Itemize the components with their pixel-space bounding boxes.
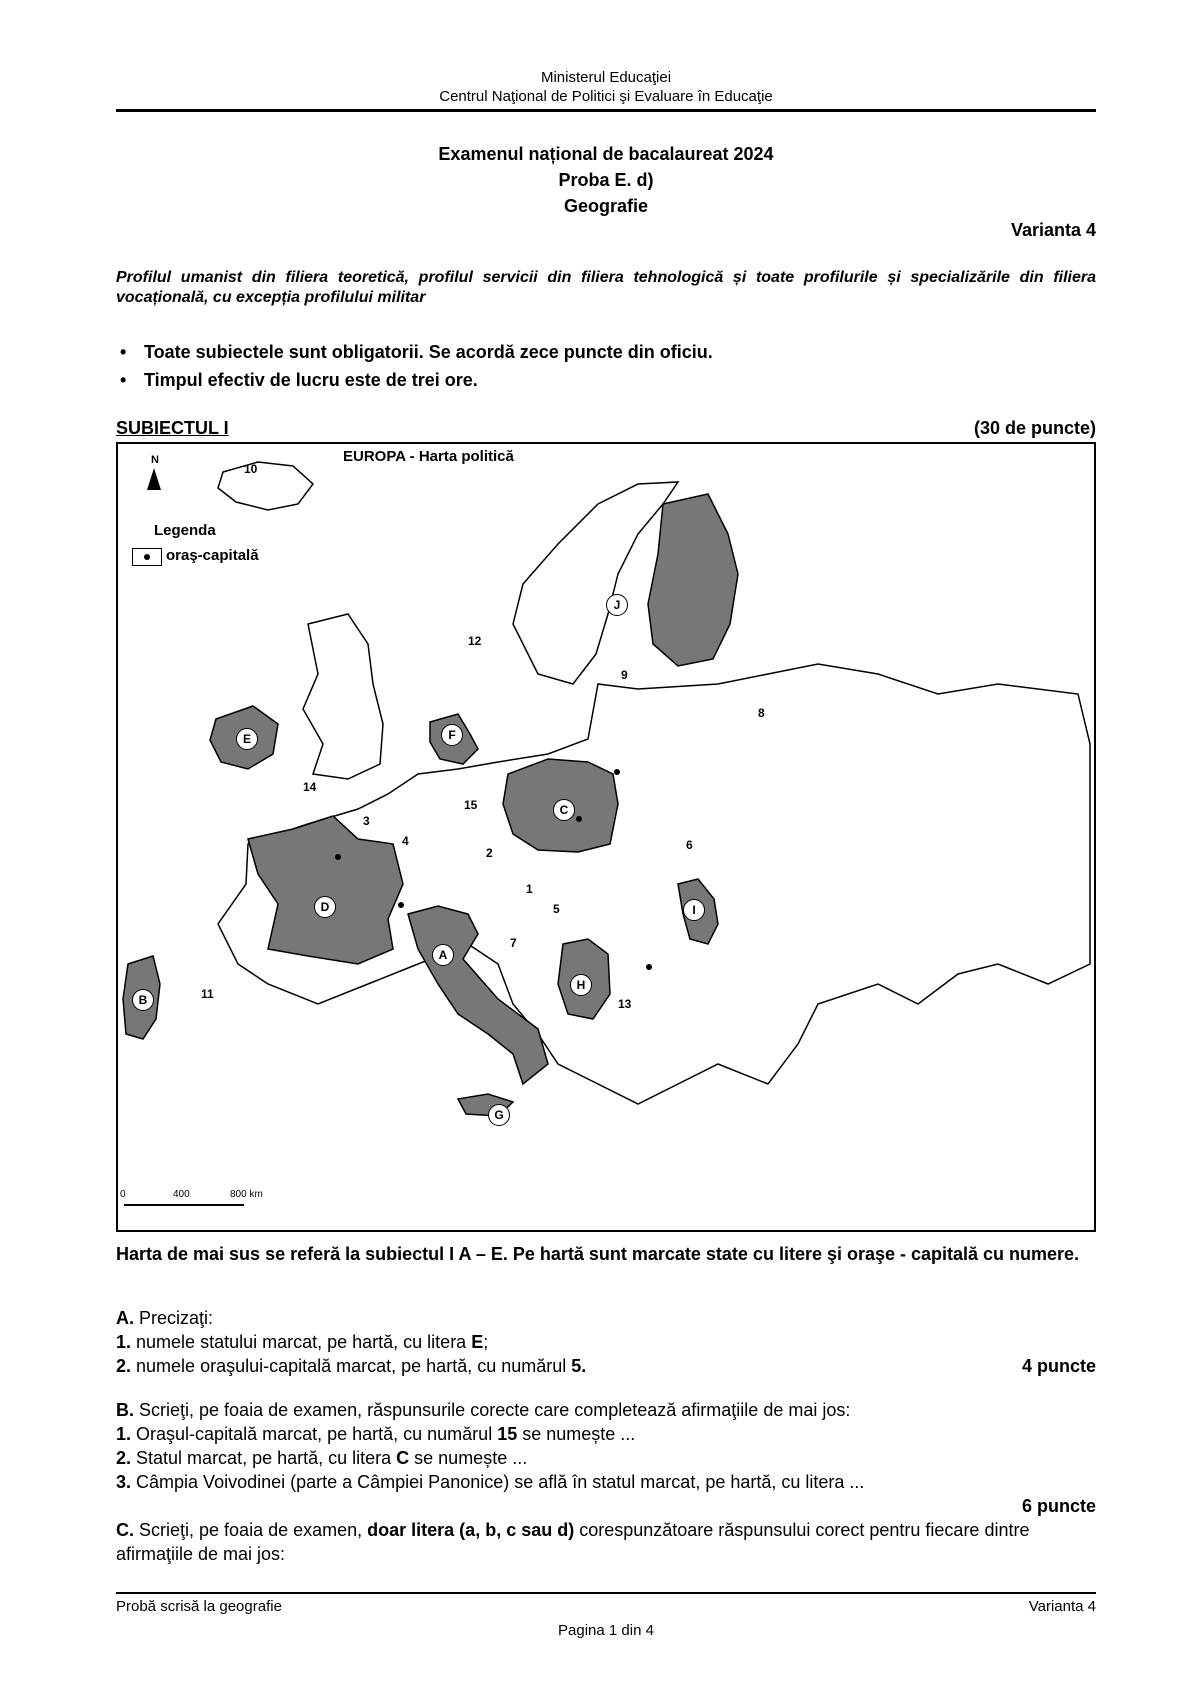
britain-outline [303,614,383,779]
question-a-points: 4 puncte [1021,1356,1096,1376]
question-a-text: Precizaţi: [139,1308,214,1328]
city-label-12: 12 [468,634,482,648]
scale-0: 0 [120,1189,126,1200]
scale-400: 400 [173,1189,190,1200]
question-c-text-1: Scrieţi, pe foaia de examen, [139,1520,368,1540]
city-label-3: 3 [363,814,370,828]
state-label-i: I [683,899,705,921]
state-label-f: F [441,724,463,746]
question-c-prompt [116,1518,1096,1566]
item-number: 2. [116,1356,132,1376]
map-intro-text: Harta de mai sus se referă la subiectul I A – E. Pe hartă sunt marcate state cu litere şi oraşe - capitală cu numere. [116,1244,1080,1264]
question-a-letter: A. [116,1308,134,1328]
capital-dot [646,964,652,970]
north-arrow-icon [147,468,161,490]
question-a-prompt [116,1306,1096,1330]
city-label-14: 14 [303,780,317,794]
instruction-item: • Timpul efectiv de lucru este de trei ore. [116,366,1096,394]
item-text: Oraşul-capitală marcat, pe hartă, cu numărul [136,1424,498,1444]
header-rule [116,109,1096,112]
item-end: se numește ... [409,1448,528,1468]
footer-rule [116,1592,1096,1594]
question-b-text: Scrieţi, pe foaia de examen, răspunsurile corecte care completează afirmaţiile de mai jos: [139,1400,851,1420]
section-points: (30 de puncte) [973,418,1096,438]
city-label-6: 6 [686,838,693,852]
question-a-item-1 [116,1330,1096,1354]
question-b-item-2 [116,1446,1096,1470]
capital-dot [576,816,582,822]
north-label: N [151,454,159,466]
profile-text: Profilul umanist din filiera teoretică, profilul servicii din filiera tehnologică și toate profilurile și specializările din filiera vocațională, cu excepția profilului militar [116,269,1096,306]
item-key: 5. [571,1356,587,1376]
question-a-item-2 [116,1354,1096,1378]
capital-dot [335,854,341,860]
legend-title: Legenda [154,522,216,539]
state-label-g: G [488,1104,510,1126]
item-text: numele statului marcat, pe hartă, cu litera [136,1332,472,1352]
question-c-text-3: corespunzătoare răspunsului corect pentru fiecare dintre afirmaţiile de mai jos: [116,1520,1030,1564]
footer-left: Probă scrisă la geografie [116,1598,282,1615]
instructions-list [116,338,1096,394]
item-key: E [471,1332,484,1352]
footer-right: Varianta 4 [1028,1598,1096,1615]
state-label-e: E [236,728,258,750]
item-number: 3. [116,1472,132,1492]
item-end: se numește ... [517,1424,636,1444]
item-end: ; [483,1332,489,1352]
iceland-outline [218,462,313,510]
legend-capital-label: oraş-capitală [166,547,259,564]
map-title: EUROPA - Harta politică [343,448,514,465]
legend-capital-symbol [132,548,162,566]
city-label-7: 7 [510,936,517,950]
exam-title: Examenul național de bacalaureat 2024 [438,144,774,164]
item-key: C [396,1448,410,1468]
item-text: Statul marcat, pe hartă, cu litera [136,1448,397,1468]
question-b-points: 6 puncte [1021,1496,1096,1516]
capital-dot-icon [144,554,150,560]
state-label-j: J [606,594,628,616]
exam-variant: Varianta 4 [1010,220,1096,240]
map-drawing [118,444,1094,1230]
state-label-c: C [553,799,575,821]
item-number: 1. [116,1332,132,1352]
center-name: Centrul Naţional de Politici şi Evaluare în Educaţie [439,88,773,105]
capital-dot [614,769,620,775]
europe-political-map [116,442,1096,1232]
city-label-1: 1 [526,882,533,896]
exam-subject: Geografie [563,196,649,216]
state-label-b: B [132,989,154,1011]
item-text: Câmpia Voivodinei (parte a Câmpiei Panonice) se află în statul marcat, pe hartă, cu litera ... [136,1472,865,1492]
city-label-5: 5 [553,902,560,916]
city-label-13: 13 [618,997,632,1011]
question-c-letter: C. [116,1520,134,1540]
item-key: 15 [497,1424,518,1444]
city-label-15: 15 [464,798,478,812]
city-label-11: 11 [201,987,214,1001]
scale-bar [124,1204,244,1206]
exam-proba: Proba E. d) [558,170,654,190]
city-label-8: 8 [758,706,765,720]
city-label-9: 9 [621,668,628,682]
city-label-4: 4 [402,834,409,848]
instruction-item: • Toate subiectele sunt obligatorii. Se acordă zece puncte din oficiu. [116,338,1096,366]
question-c-text-2: doar litera (a, b, c sau d) [367,1520,575,1540]
capital-dot [398,902,404,908]
footer-page: Pagina 1 din 4 [558,1622,654,1639]
scale-800: 800 km [230,1189,263,1200]
state-label-h: H [570,974,592,996]
question-b-letter: B. [116,1400,134,1420]
item-number: 1. [116,1424,132,1444]
question-b-prompt [116,1398,1096,1422]
section-heading [116,418,1096,439]
city-label-10: 10 [244,462,258,476]
state-label-a: A [432,944,454,966]
section-label: SUBIECTUL I [116,418,229,438]
state-label-d: D [314,896,336,918]
state-j-shape [648,494,738,666]
footer-row [116,1598,1096,1615]
item-number: 2. [116,1448,132,1468]
item-text: numele oraşului-capitală marcat, pe hartă, cu numărul [136,1356,572,1376]
ministry-name: Ministerul Educaţiei [540,69,672,86]
city-label-2: 2 [486,846,493,860]
question-b-item-1 [116,1422,1096,1446]
question-b-item-3 [116,1470,1096,1494]
